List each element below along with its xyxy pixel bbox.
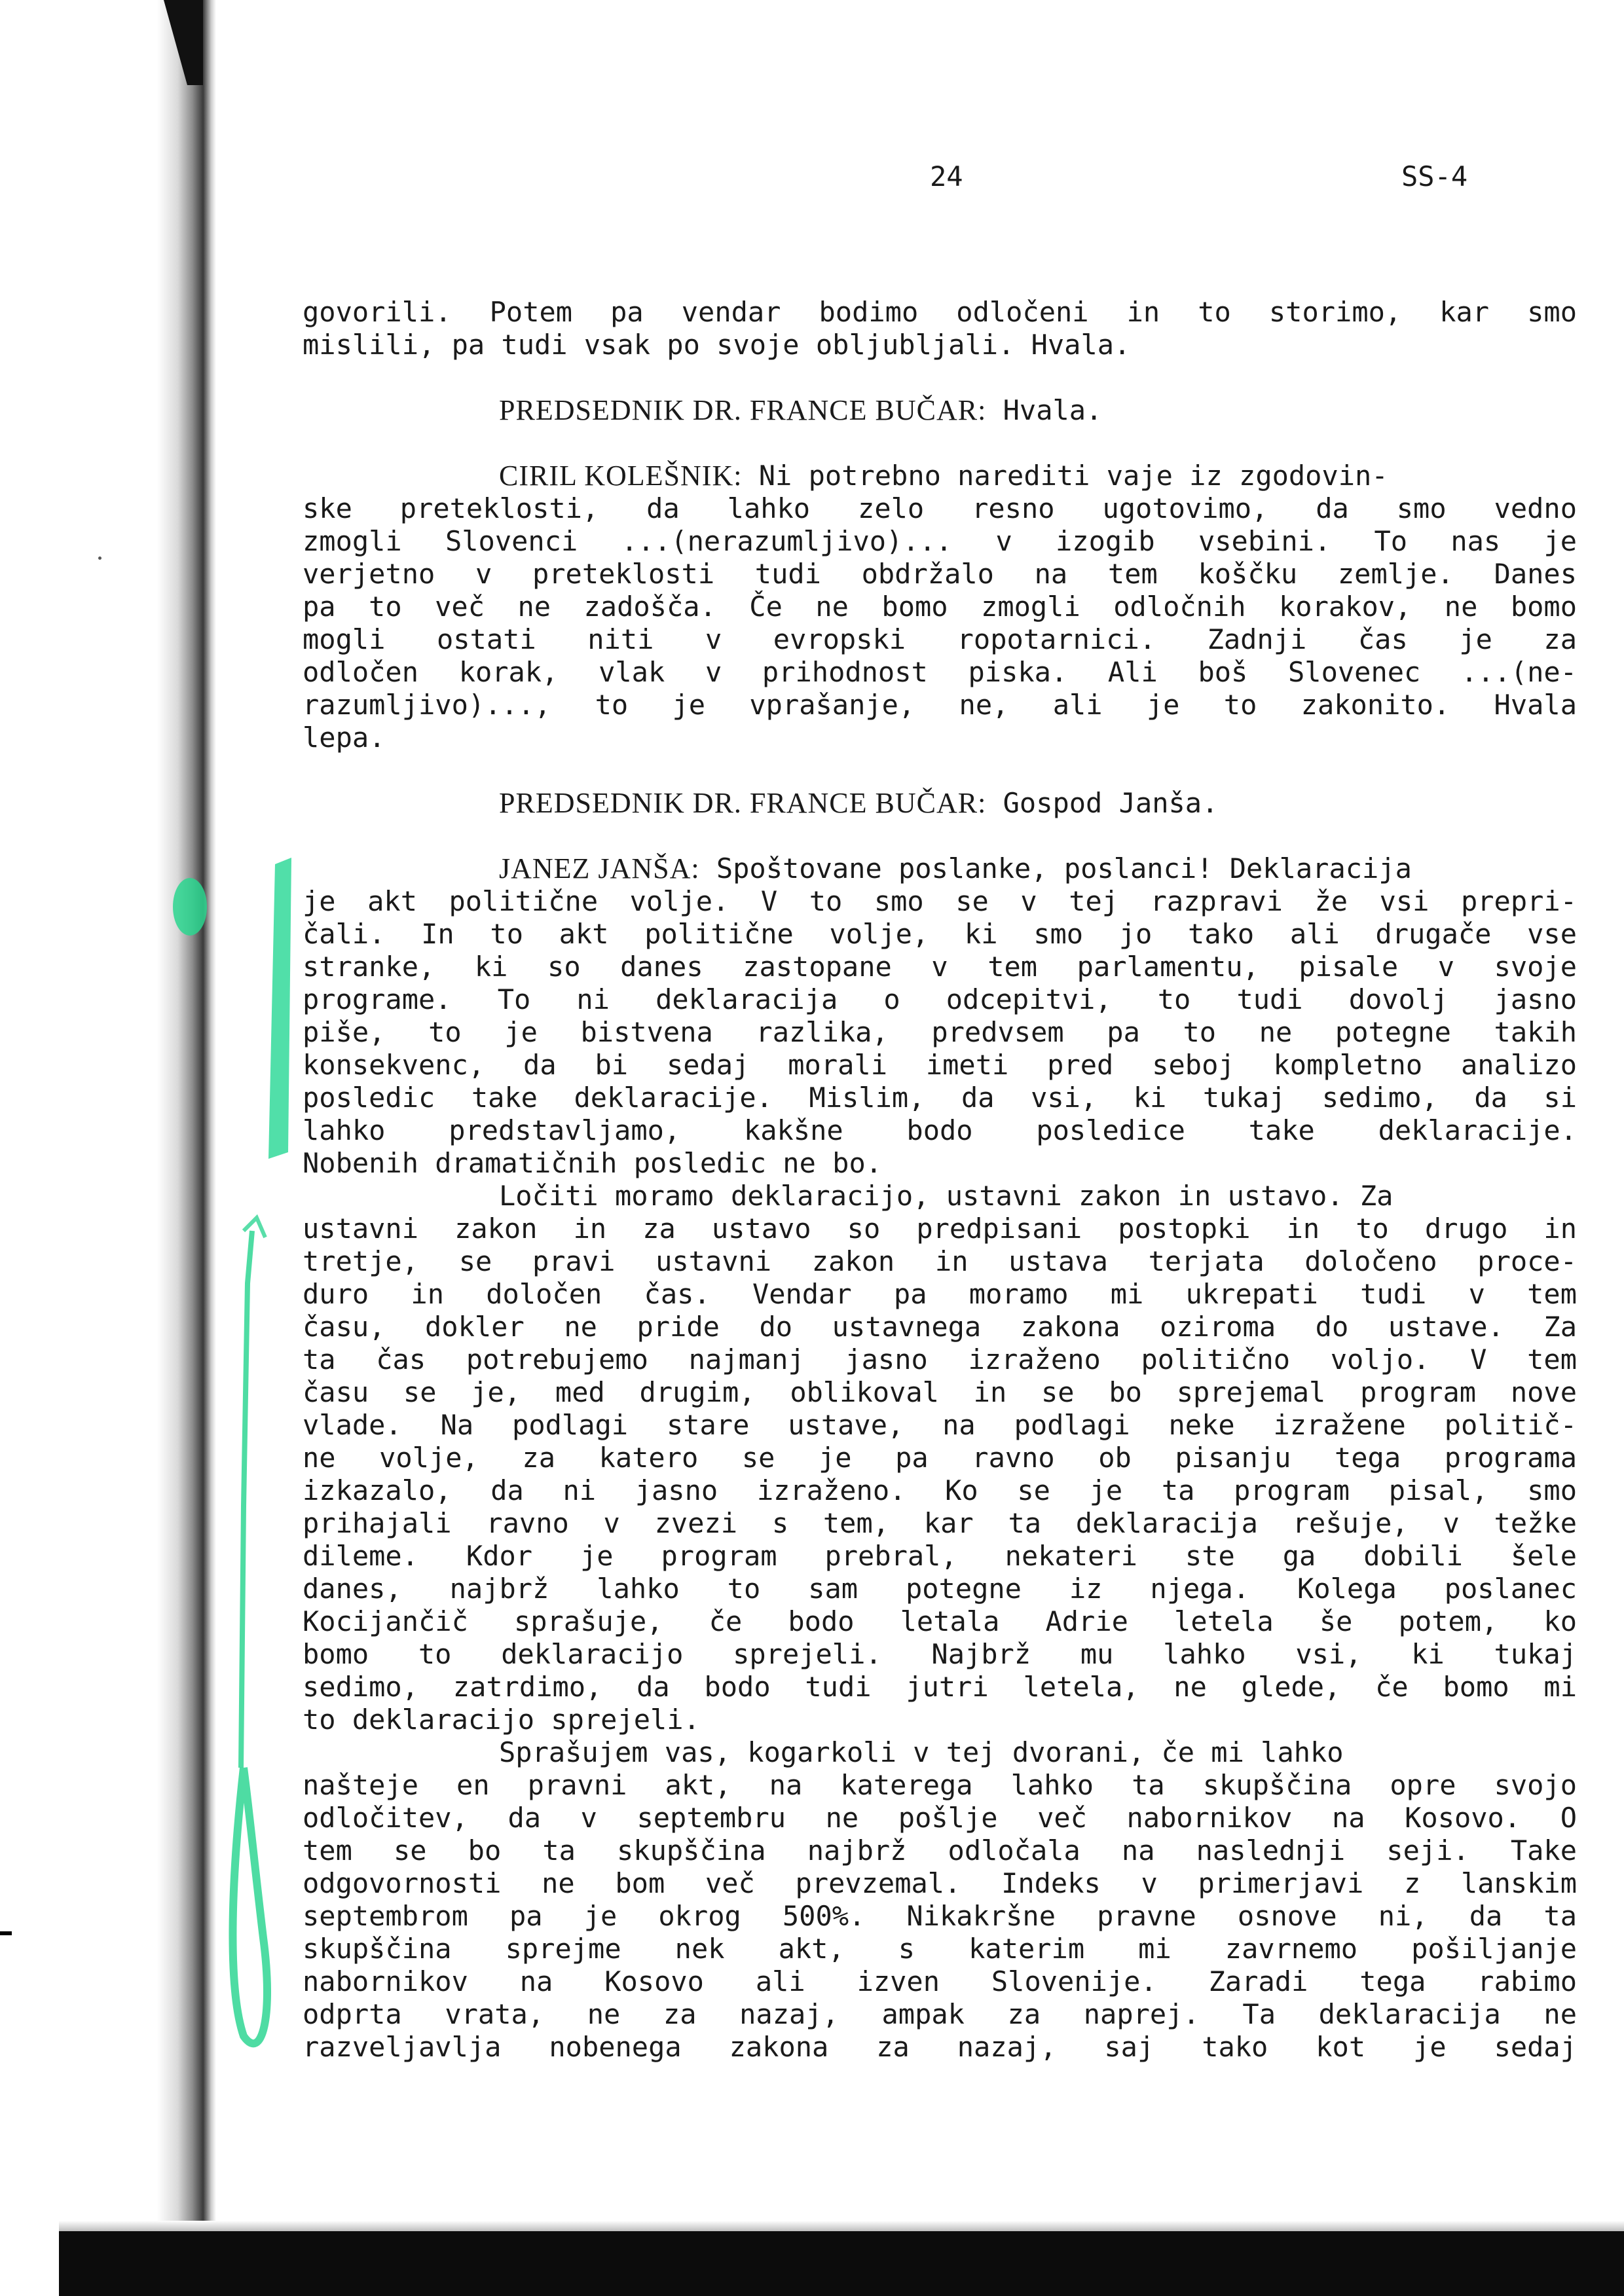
text-line: PREDSEDNIK DR. FRANCE BUČAR: Hvala. [499, 394, 1103, 426]
text-line: JANEZ JANŠA: Spoštovane poslanke, poslanci! Deklaracija [499, 852, 1412, 884]
text-line: mogli ostati niti v evropski ropotarnici. Zadnji čas je za [303, 623, 1577, 655]
text-line: CIRIL KOLEŠNIK: Ni potrebno narediti vaje iz zgodovin- [499, 460, 1388, 492]
text-line: tem se bo ta skupščina najbrž odločala na naslednji seji. Take [303, 1834, 1577, 1867]
text-line: bomo to deklaracijo sprejeli. Najbrž mu lahko vsi, ki tukaj [303, 1638, 1577, 1670]
scan-mark [0, 1931, 12, 1935]
text-line: programe. To ni deklaracija o odcepitvi, to tudi dovolj jasno [303, 983, 1577, 1015]
text-line: PREDSEDNIK DR. FRANCE BUČAR: Gospod Janša. [499, 787, 1219, 819]
text-line: ta čas potrebujemo najmanj jasno izraženo politično voljo. V tem [303, 1343, 1577, 1376]
text-line: konsekvenc, da bi sedaj morali imeti pred seboj kompletno analizo [303, 1049, 1577, 1081]
document-code: SS-4 [1401, 160, 1468, 192]
text-line: verjetno v preteklosti tudi obdržalo na tem koščku zemlje. Danes [303, 558, 1577, 590]
text-line: posledic take deklaracije. Mislim, da vsi, ki tukaj sedimo, da si [303, 1082, 1577, 1114]
page-number: 24 [930, 160, 963, 192]
text-line: septembrom pa je okrog 500%. Nikakršne pravne osnove ni, da ta [303, 1900, 1577, 1932]
bottom-edge-fade [59, 2221, 1624, 2231]
text-line: našteje en pravni akt, na katerega lahko ta skupščina opre svojo [303, 1769, 1577, 1801]
text-line: govorili. Potem pa vendar bodimo odločeni in to storimo, kar smo [303, 296, 1577, 328]
text-line: odločen korak, vlak v prihodnost piska. Ali boš Slovenec ...(ne- [303, 656, 1577, 688]
text-line: zmogli Slovenci ...(nerazumljivo)... v izogib vsebini. To nas je [303, 525, 1577, 557]
text-line: mislili, pa tudi vsak po svoje obljubljali. Hvala. [303, 329, 1131, 361]
text-line: vlade. Na podlagi stare ustave, na podlagi neke izražene politič- [303, 1409, 1577, 1441]
text-line: to deklaracijo sprejeli. [303, 1704, 700, 1736]
speaker-name: JANEZ JANŠA: [499, 852, 700, 884]
text-line: danes, najbrž lahko to sam potegne iz njega. Kolega poslanec [303, 1573, 1577, 1605]
speaker-name: PREDSEDNIK DR. FRANCE BUČAR: [499, 787, 987, 819]
marker-loop-lower [232, 1768, 267, 2043]
text-line: odločitev, da v septembru ne pošlje več nabornikov na Kosovo. O [303, 1802, 1577, 1834]
text-line: Sprašujem vas, kogarkoli v tej dvorani, če mi lahko [499, 1736, 1344, 1768]
text-line: pa to več ne zadošča. Če ne bomo zmogli odločnih korakov, ne bomo [303, 591, 1577, 623]
text-line: je akt politične volje. V to smo se v tej razpravi že vsi prepri- [303, 885, 1577, 917]
text-line: ustavni zakon in za ustavo so predpisani postopki in to drugo in [303, 1212, 1577, 1245]
marker-stroke-upper [241, 1231, 252, 1768]
text-line: nabornikov na Kosovo ali izven Slovenije. Zaradi tega rabimo [303, 1965, 1577, 1997]
speaker-name: CIRIL KOLEŠNIK: [499, 460, 743, 492]
text-line: lahko predstavljamo, kakšne bodo posledice take deklaracije. [303, 1114, 1577, 1146]
scan-speck [98, 556, 101, 560]
binding-edge-shadow [157, 0, 216, 2296]
text-line: skupščina sprejme nek akt, s katerim mi zavrnemo pošiljanje [303, 1933, 1577, 1965]
text-line: dileme. Kdor je program prebral, nekateri ste ga dobili šele [303, 1540, 1577, 1572]
marker-tick [244, 1218, 265, 1237]
text-line: tretje, se pravi ustavni zakon in ustava terjata določeno proce- [303, 1245, 1577, 1277]
text-line: odprta vrata, ne za nazaj, ampak za naprej. Ta deklaracija ne [303, 1998, 1577, 2030]
text-line: prihajali ravno v zvezi s tem, kar ta deklaracija rešuje, v težke [303, 1507, 1577, 1539]
bottom-edge-band [59, 2231, 1624, 2296]
speaker-name: PREDSEDNIK DR. FRANCE BUČAR: [499, 394, 987, 426]
text-line: piše, to je bistvena razlika, predvsem pa to ne potegne takih [303, 1016, 1577, 1048]
text-line: Kocijančič sprašuje, če bodo letala Adrie letela še potem, ko [303, 1605, 1577, 1637]
text-line: razumljivo)..., to je vprašanje, ne, ali je to zakonito. Hvala [303, 689, 1577, 721]
text-line: Nobenih dramatičnih posledic ne bo. [303, 1147, 883, 1179]
text-line: odgovornosti ne bom več prevzemal. Indeks v primerjavi z lanskim [303, 1867, 1577, 1899]
marker-bar [268, 858, 291, 1159]
text-line: lepa. [303, 721, 386, 754]
text-line: čali. In to akt politične volje, ki smo jo tako ali drugače vse [303, 918, 1577, 950]
text-line: izkazalo, da ni jasno izraženo. Ko se je ta program pisal, smo [303, 1474, 1577, 1506]
text-line: razveljavlja nobenega zakona za nazaj, saj tako kot je sedaj [303, 2031, 1577, 2063]
text-line: stranke, ki so danes zastopane v tem parlamentu, pisale v svoje [303, 951, 1577, 983]
text-line: času, dokler ne pride do ustavnega zakona oziroma do ustave. Za [303, 1311, 1577, 1343]
text-line: sedimo, zatrdimo, da bodo tudi jutri letela, ne glede, če bomo mi [303, 1671, 1577, 1703]
text-line: duro in določen čas. Vendar pa moramo mi ukrepati tudi v tem [303, 1278, 1577, 1310]
text-line: času se je, med drugim, oblikoval in se bo sprejemal program nove [303, 1376, 1577, 1408]
text-line: Ločiti moramo deklaracijo, ustavni zakon in ustavo. Za [499, 1180, 1393, 1212]
text-line: ne volje, za katero se je pa ravno ob pisanju tega programa [303, 1442, 1577, 1474]
text-line: ske preteklosti, da lahko zelo resno ugotovimo, da smo vedno [303, 492, 1577, 524]
